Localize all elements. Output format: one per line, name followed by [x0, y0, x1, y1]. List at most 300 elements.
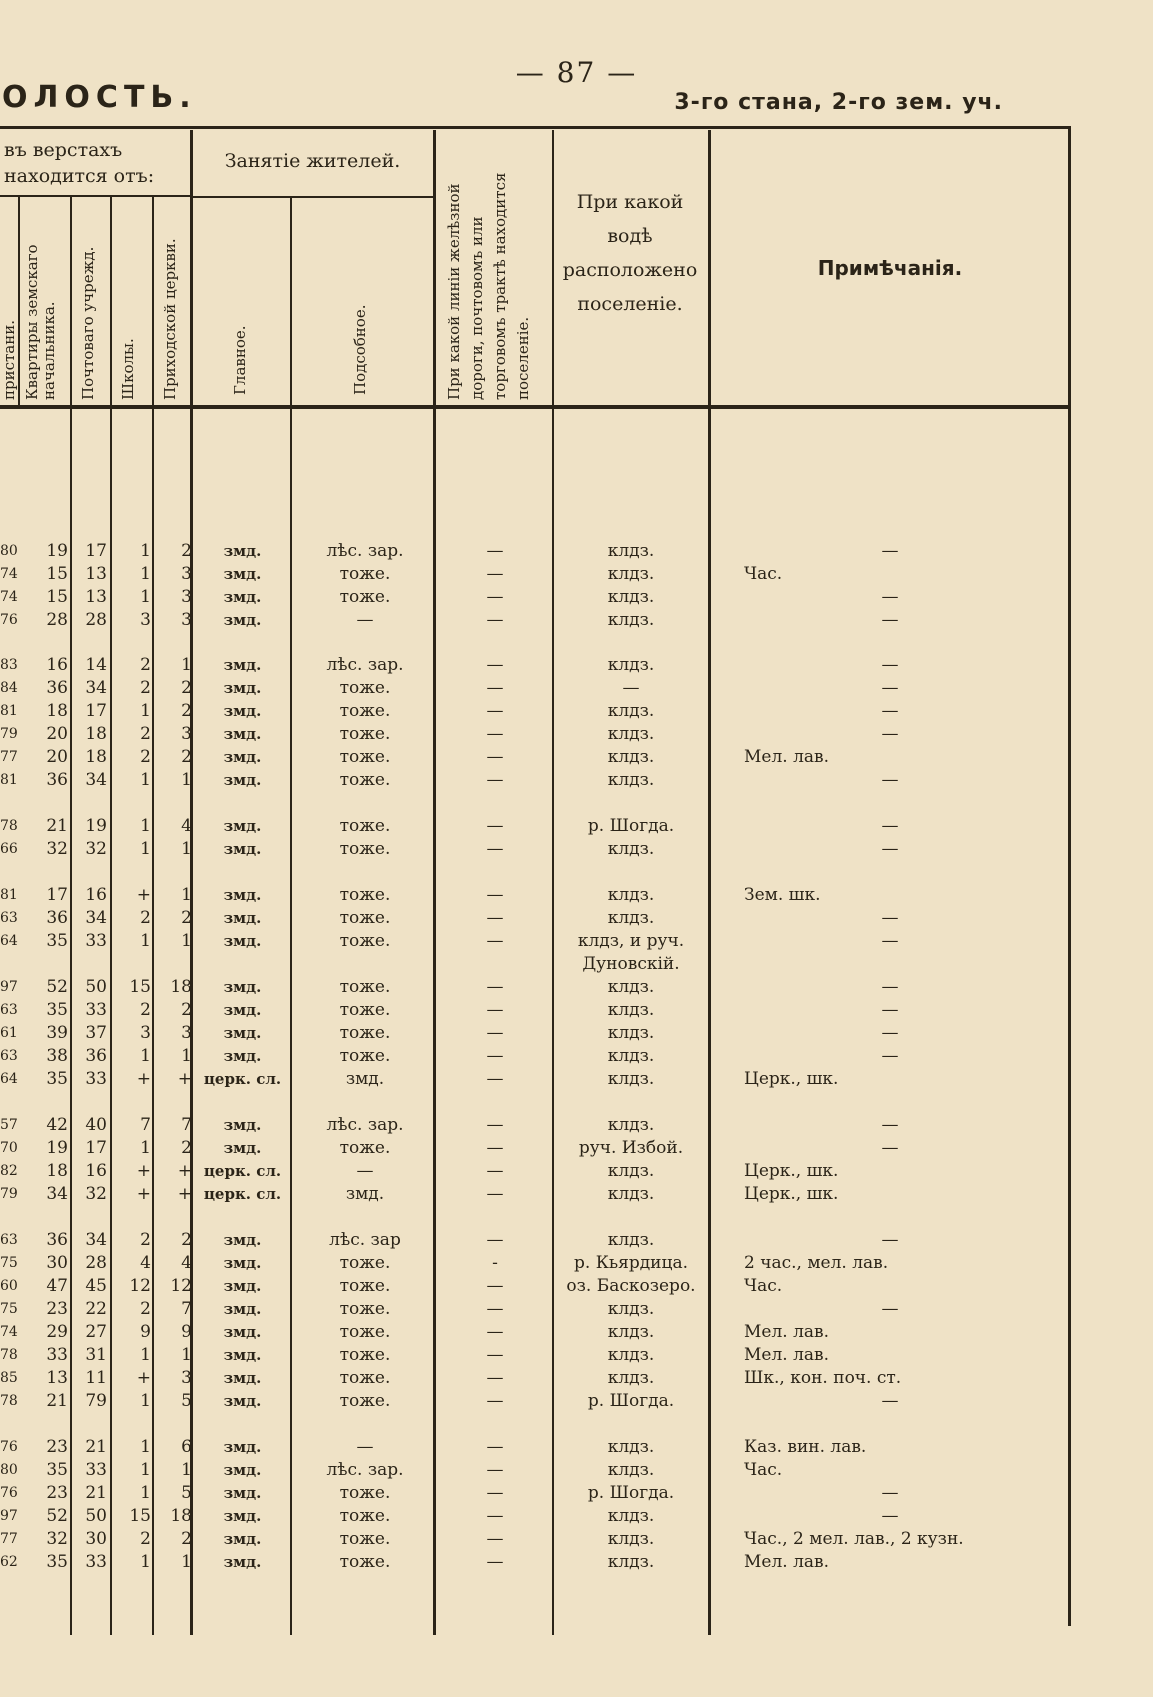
school-distance: 15	[129, 977, 151, 997]
zemsky-header: Квартиры земскаго начальника.	[23, 244, 58, 400]
church-distance: 1	[181, 655, 192, 675]
zemsky-distance: 32	[46, 839, 68, 859]
church-distance: 2	[181, 701, 192, 721]
pristan-header: пристани.	[0, 319, 18, 400]
postal-distance: 28	[85, 610, 107, 630]
row-edge-number: 79	[0, 726, 18, 742]
church-distance: 5	[181, 1391, 192, 1411]
road-value: —	[486, 1506, 504, 1526]
zemsky-distance: 38	[46, 1046, 68, 1066]
note-value: —	[881, 770, 899, 790]
note-value: —	[881, 1391, 899, 1411]
zemsky-distance: 15	[46, 587, 68, 607]
water-value: клдз.	[607, 1299, 655, 1319]
table-row	[0, 953, 1070, 975]
main-occupation: змд.	[223, 611, 262, 629]
church-distance: 2	[181, 1529, 192, 1549]
church-distance: 7	[181, 1115, 192, 1135]
table-row	[0, 1160, 1070, 1182]
church-distance: 2	[181, 678, 192, 698]
main-header: Главное.	[231, 325, 249, 395]
postal-distance: 50	[85, 1506, 107, 1526]
school-distance: 2	[140, 1000, 151, 1020]
road-value: —	[486, 564, 504, 584]
water-value: клдз.	[607, 1506, 655, 1526]
auxiliary-occupation: тоже.	[339, 885, 391, 905]
school-distance: +	[136, 1184, 151, 1204]
water-value: руч. Избой.	[578, 1138, 684, 1158]
zemsky-distance: 36	[46, 1230, 68, 1250]
row-edge-number: 74	[0, 566, 18, 582]
note-value: —	[881, 610, 899, 630]
note-value: —	[881, 1000, 899, 1020]
school-distance: 2	[140, 678, 151, 698]
school-distance: 2	[140, 724, 151, 744]
water-value: —	[622, 678, 640, 698]
road-value: —	[486, 1345, 504, 1365]
postal-distance: 22	[85, 1299, 107, 1319]
water-value: Дуновскій.	[582, 954, 680, 974]
note-value: —	[881, 908, 899, 928]
church-distance: 3	[181, 610, 192, 630]
auxiliary-occupation: —	[356, 610, 374, 630]
table-row	[0, 1045, 1070, 1067]
main-occupation: церк. сл.	[203, 1162, 282, 1180]
water-value: клдз.	[607, 908, 655, 928]
note-value: Час.	[744, 1460, 783, 1480]
row-edge-number: 70	[0, 1140, 18, 1156]
zemsky-distance: 34	[46, 1184, 68, 1204]
auxiliary-occupation: лѣс. зар	[329, 1230, 401, 1250]
school-distance: 9	[140, 1322, 151, 1342]
postal-distance: 36	[85, 1046, 107, 1066]
water-value: клдз.	[607, 655, 655, 675]
row-edge-number: 79	[0, 1186, 18, 1202]
water-value: клдз.	[607, 1368, 655, 1388]
note-value: Мел. лав.	[744, 1322, 829, 1342]
row-edge-number: 83	[0, 657, 18, 673]
school-distance: 1	[140, 1138, 151, 1158]
postal-distance: 28	[85, 1253, 107, 1273]
postal-distance: 34	[85, 770, 107, 790]
church-distance: 1	[181, 1345, 192, 1365]
note-value: —	[881, 839, 899, 859]
church-distance: 2	[181, 1230, 192, 1250]
zemsky-distance: 28	[46, 610, 68, 630]
zemsky-distance: 21	[46, 1391, 68, 1411]
road-value: —	[486, 701, 504, 721]
table-row	[0, 540, 1070, 562]
postal-distance: 14	[85, 655, 107, 675]
main-occupation: змд.	[223, 656, 262, 674]
postal-distance: 30	[85, 1529, 107, 1549]
postal-distance: 21	[85, 1483, 107, 1503]
road-value: —	[486, 1483, 504, 1503]
row-edge-number: 97	[0, 1508, 18, 1524]
water-value: клдз.	[607, 1345, 655, 1365]
zemsky-distance: 35	[46, 931, 68, 951]
road-value: —	[486, 1299, 504, 1319]
church-distance: 2	[181, 908, 192, 928]
row-edge-number: 82	[0, 1163, 18, 1179]
row-edge-number: 97	[0, 979, 18, 995]
auxiliary-occupation: тоже.	[339, 564, 391, 584]
note-value: Час.	[744, 1276, 783, 1296]
main-occupation: змд.	[223, 1254, 262, 1272]
main-occupation: змд.	[223, 1530, 262, 1548]
zemsky-distance: 35	[46, 1000, 68, 1020]
row-edge-number: 64	[0, 933, 18, 949]
water-value: клдз.	[607, 1023, 655, 1043]
postal-distance: 13	[85, 587, 107, 607]
row-edge-number: 63	[0, 910, 18, 926]
postal-distance: 18	[85, 724, 107, 744]
row-edge-number: 74	[0, 589, 18, 605]
postal-distance: 27	[85, 1322, 107, 1342]
road-value: —	[486, 839, 504, 859]
table-row	[0, 1390, 1070, 1412]
table-top-rule	[0, 126, 1070, 129]
water-header: При какой водѣ расположено поселеніе.	[562, 191, 698, 315]
auxiliary-occupation: тоже.	[339, 678, 391, 698]
church-distance: 3	[181, 587, 192, 607]
note-value: Мел. лав.	[744, 747, 829, 767]
school-distance: 1	[140, 770, 151, 790]
main-occupation: змд.	[223, 1346, 262, 1364]
table-row	[0, 1505, 1070, 1527]
road-value: —	[486, 908, 504, 928]
table-row	[0, 677, 1070, 699]
main-occupation: змд.	[223, 542, 262, 560]
note-value: Час., 2 мел. лав., 2 кузн.	[744, 1529, 964, 1549]
header-volost: ОЛОСТЬ.	[2, 80, 197, 115]
group-occupation-header: Занятіе жителей.	[224, 150, 401, 172]
water-value: р. Шогда.	[587, 1483, 675, 1503]
road-value: —	[486, 977, 504, 997]
table-row	[0, 1482, 1070, 1504]
table-row	[0, 746, 1070, 768]
postal-distance: 33	[85, 1460, 107, 1480]
main-occupation: змд.	[223, 748, 262, 766]
auxiliary-occupation: тоже.	[339, 1000, 391, 1020]
school-distance: 1	[140, 1460, 151, 1480]
zemsky-distance: 52	[46, 1506, 68, 1526]
postal-distance: 45	[85, 1276, 107, 1296]
school-distance: 1	[140, 931, 151, 951]
zemsky-distance: 30	[46, 1253, 68, 1273]
zemsky-distance: 35	[46, 1552, 68, 1572]
water-value: клдз.	[607, 839, 655, 859]
auxiliary-occupation: —	[356, 1437, 374, 1457]
water-value: клдз.	[607, 564, 655, 584]
school-distance: 1	[140, 1046, 151, 1066]
school-distance: +	[136, 885, 151, 905]
road-header: При какой линіи желѣзной дороги, почтовомъ или торговомъ трактѣ находится поселеніе.	[445, 172, 532, 400]
row-edge-number: 61	[0, 1025, 18, 1041]
row-edge-number: 60	[0, 1278, 18, 1294]
water-value: клдз.	[607, 610, 655, 630]
water-value: клдз.	[607, 885, 655, 905]
postal-distance: 33	[85, 1552, 107, 1572]
auxiliary-occupation: змд.	[345, 1184, 385, 1204]
zemsky-distance: 23	[46, 1299, 68, 1319]
postal-distance: 16	[85, 1161, 107, 1181]
note-value: —	[881, 724, 899, 744]
postal-distance: 40	[85, 1115, 107, 1135]
table-row	[0, 563, 1070, 585]
auxiliary-occupation: тоже.	[339, 1506, 391, 1526]
table-row	[0, 838, 1070, 860]
row-edge-number: 66	[0, 841, 18, 857]
row-edge-number: 62	[0, 1554, 18, 1570]
road-value: —	[486, 541, 504, 561]
main-occupation: змд.	[223, 1438, 262, 1456]
main-occupation: змд.	[223, 679, 262, 697]
school-distance: 2	[140, 1529, 151, 1549]
road-value: -	[492, 1253, 498, 1273]
water-value: клдз.	[607, 770, 655, 790]
school-distance: +	[136, 1161, 151, 1181]
table-row	[0, 1229, 1070, 1251]
main-occupation: змд.	[223, 1047, 262, 1065]
postal-distance: 32	[85, 839, 107, 859]
group-underline	[0, 195, 190, 197]
school-distance: 15	[129, 1506, 151, 1526]
postal-distance: 33	[85, 1069, 107, 1089]
zemsky-distance: 33	[46, 1345, 68, 1365]
auxiliary-occupation: тоже.	[339, 1552, 391, 1572]
church-distance: 3	[181, 564, 192, 584]
auxiliary-occupation: тоже.	[339, 724, 391, 744]
auxiliary-occupation: тоже.	[339, 1299, 391, 1319]
church-distance: 1	[181, 839, 192, 859]
postal-distance: 32	[85, 1184, 107, 1204]
zemsky-distance: 17	[46, 885, 68, 905]
auxiliary-occupation: змд.	[345, 1069, 385, 1089]
auxiliary-occupation: лѣс. зар.	[326, 1115, 404, 1135]
note-value: Мел. лав.	[744, 1552, 829, 1572]
church-distance: 7	[181, 1299, 192, 1319]
postal-distance: 34	[85, 1230, 107, 1250]
zemsky-distance: 35	[46, 1460, 68, 1480]
road-value: —	[486, 816, 504, 836]
zemsky-distance: 18	[46, 701, 68, 721]
school-distance: 1	[140, 701, 151, 721]
school-distance: 12	[129, 1276, 151, 1296]
postal-distance: 21	[85, 1437, 107, 1457]
zemsky-distance: 47	[46, 1276, 68, 1296]
postal-distance: 16	[85, 885, 107, 905]
postal-distance: 79	[85, 1391, 107, 1411]
row-edge-number: 63	[0, 1232, 18, 1248]
row-edge-number: 63	[0, 1048, 18, 1064]
main-occupation: змд.	[223, 702, 262, 720]
water-value: клдз.	[607, 1184, 655, 1204]
water-value: р. Шогда.	[587, 816, 675, 836]
table-row	[0, 1022, 1070, 1044]
school-distance: 4	[140, 1253, 151, 1273]
auxiliary-occupation: тоже.	[339, 747, 391, 767]
church-distance: 2	[181, 1138, 192, 1158]
row-edge-number: 81	[0, 703, 18, 719]
note-value: —	[881, 816, 899, 836]
auxiliary-occupation: тоже.	[339, 701, 391, 721]
postal-distance: 37	[85, 1023, 107, 1043]
main-occupation: змд.	[223, 1001, 262, 1019]
church-distance: 3	[181, 724, 192, 744]
school-distance: 2	[140, 1230, 151, 1250]
church-distance: +	[177, 1161, 192, 1181]
main-occupation: змд.	[223, 725, 262, 743]
church-distance: 3	[181, 1368, 192, 1388]
church-distance: 12	[170, 1276, 192, 1296]
auxiliary-occupation: тоже.	[339, 1368, 391, 1388]
row-edge-number: 76	[0, 1439, 18, 1455]
water-value: р. Кьярдица.	[574, 1253, 688, 1273]
water-value: клдз.	[607, 1161, 655, 1181]
row-edge-number: 84	[0, 680, 18, 696]
row-edge-number: 81	[0, 772, 18, 788]
note-value: —	[881, 587, 899, 607]
road-value: —	[486, 1552, 504, 1572]
water-value: оз. Баскозеро.	[566, 1276, 696, 1296]
road-value: —	[486, 747, 504, 767]
zemsky-distance: 36	[46, 678, 68, 698]
row-edge-number: 81	[0, 887, 18, 903]
table-row	[0, 1137, 1070, 1159]
auxiliary-occupation: лѣс. зар.	[326, 655, 404, 675]
auxiliary-occupation: тоже.	[339, 1023, 391, 1043]
auxiliary-occupation: тоже.	[339, 931, 391, 951]
auxiliary-occupation: —	[356, 1161, 374, 1181]
note-value: —	[881, 977, 899, 997]
col-divider	[18, 195, 20, 405]
school-header: Школы.	[119, 338, 137, 400]
school-distance: 2	[140, 747, 151, 767]
main-occupation: змд.	[223, 1277, 262, 1295]
table-row	[0, 976, 1070, 998]
note-value: —	[881, 1230, 899, 1250]
road-value: —	[486, 770, 504, 790]
main-occupation: змд.	[223, 909, 262, 927]
table-row	[0, 1252, 1070, 1274]
school-distance: +	[136, 1368, 151, 1388]
church-distance: 1	[181, 1552, 192, 1572]
main-occupation: змд.	[223, 1392, 262, 1410]
water-value: клдз.	[607, 1552, 655, 1572]
note-value: —	[881, 1115, 899, 1135]
table-row	[0, 654, 1070, 676]
note-value: Церк., шк.	[744, 1069, 839, 1089]
postal-distance: 50	[85, 977, 107, 997]
road-value: —	[486, 1437, 504, 1457]
water-value: клдз, и руч.	[577, 931, 685, 951]
main-occupation: змд.	[223, 1369, 262, 1387]
table-row	[0, 815, 1070, 837]
auxiliary-occupation: лѣс. зар.	[326, 541, 404, 561]
main-occupation: змд.	[223, 1323, 262, 1341]
zemsky-distance: 19	[46, 1138, 68, 1158]
zemsky-distance: 13	[46, 1368, 68, 1388]
zemsky-distance: 36	[46, 770, 68, 790]
water-value: клдз.	[607, 1460, 655, 1480]
table-row	[0, 769, 1070, 791]
school-distance: 3	[140, 1023, 151, 1043]
zemsky-distance: 32	[46, 1529, 68, 1549]
school-distance: 1	[140, 1437, 151, 1457]
table-row	[0, 907, 1070, 929]
zemsky-distance: 36	[46, 908, 68, 928]
main-occupation: змд.	[223, 1484, 262, 1502]
row-edge-number: 78	[0, 818, 18, 834]
church-distance: 4	[181, 1253, 192, 1273]
note-value: Мел. лав.	[744, 1345, 829, 1365]
road-value: —	[486, 1391, 504, 1411]
road-value: —	[486, 1368, 504, 1388]
note-value: —	[881, 1046, 899, 1066]
road-value: —	[486, 1069, 504, 1089]
note-value: —	[881, 1138, 899, 1158]
postal-distance: 33	[85, 1000, 107, 1020]
postal-header: Почтоваго учрежд.	[79, 246, 97, 400]
auxiliary-header: Подсобное.	[351, 304, 369, 395]
church-distance: 3	[181, 1023, 192, 1043]
zemsky-distance: 23	[46, 1483, 68, 1503]
row-edge-number: 77	[0, 1531, 18, 1547]
zemsky-distance: 20	[46, 747, 68, 767]
auxiliary-occupation: тоже.	[339, 839, 391, 859]
note-value: —	[881, 678, 899, 698]
note-value: —	[881, 541, 899, 561]
school-distance: 2	[140, 1299, 151, 1319]
table-row	[0, 1551, 1070, 1573]
page-number: — 87 —	[515, 56, 638, 89]
zemsky-distance: 35	[46, 1069, 68, 1089]
zemsky-distance: 20	[46, 724, 68, 744]
auxiliary-occupation: тоже.	[339, 977, 391, 997]
postal-distance: 11	[85, 1368, 107, 1388]
school-distance: 7	[140, 1115, 151, 1135]
road-value: —	[486, 1000, 504, 1020]
church-distance: 6	[181, 1437, 192, 1457]
church-distance: 2	[181, 1000, 192, 1020]
road-value: —	[486, 931, 504, 951]
table-row	[0, 1344, 1070, 1366]
road-value: —	[486, 655, 504, 675]
note-value: —	[881, 1483, 899, 1503]
auxiliary-occupation: тоже.	[339, 1322, 391, 1342]
water-value: клдз.	[607, 541, 655, 561]
zemsky-distance: 39	[46, 1023, 68, 1043]
main-occupation: змд.	[223, 565, 262, 583]
school-distance: 1	[140, 839, 151, 859]
water-value: клдз.	[607, 747, 655, 767]
road-value: —	[486, 1529, 504, 1549]
main-occupation: змд.	[223, 588, 262, 606]
auxiliary-occupation: тоже.	[339, 1345, 391, 1365]
water-value: клдз.	[607, 1000, 655, 1020]
school-distance: 1	[140, 1483, 151, 1503]
church-distance: 9	[181, 1322, 192, 1342]
auxiliary-occupation: тоже.	[339, 770, 391, 790]
school-distance: 1	[140, 816, 151, 836]
note-value: Зем. шк.	[744, 885, 821, 905]
church-distance: 1	[181, 1460, 192, 1480]
row-edge-number: 76	[0, 1485, 18, 1501]
water-value: клдз.	[607, 1069, 655, 1089]
school-distance: 1	[140, 564, 151, 584]
water-value: клдз.	[607, 977, 655, 997]
